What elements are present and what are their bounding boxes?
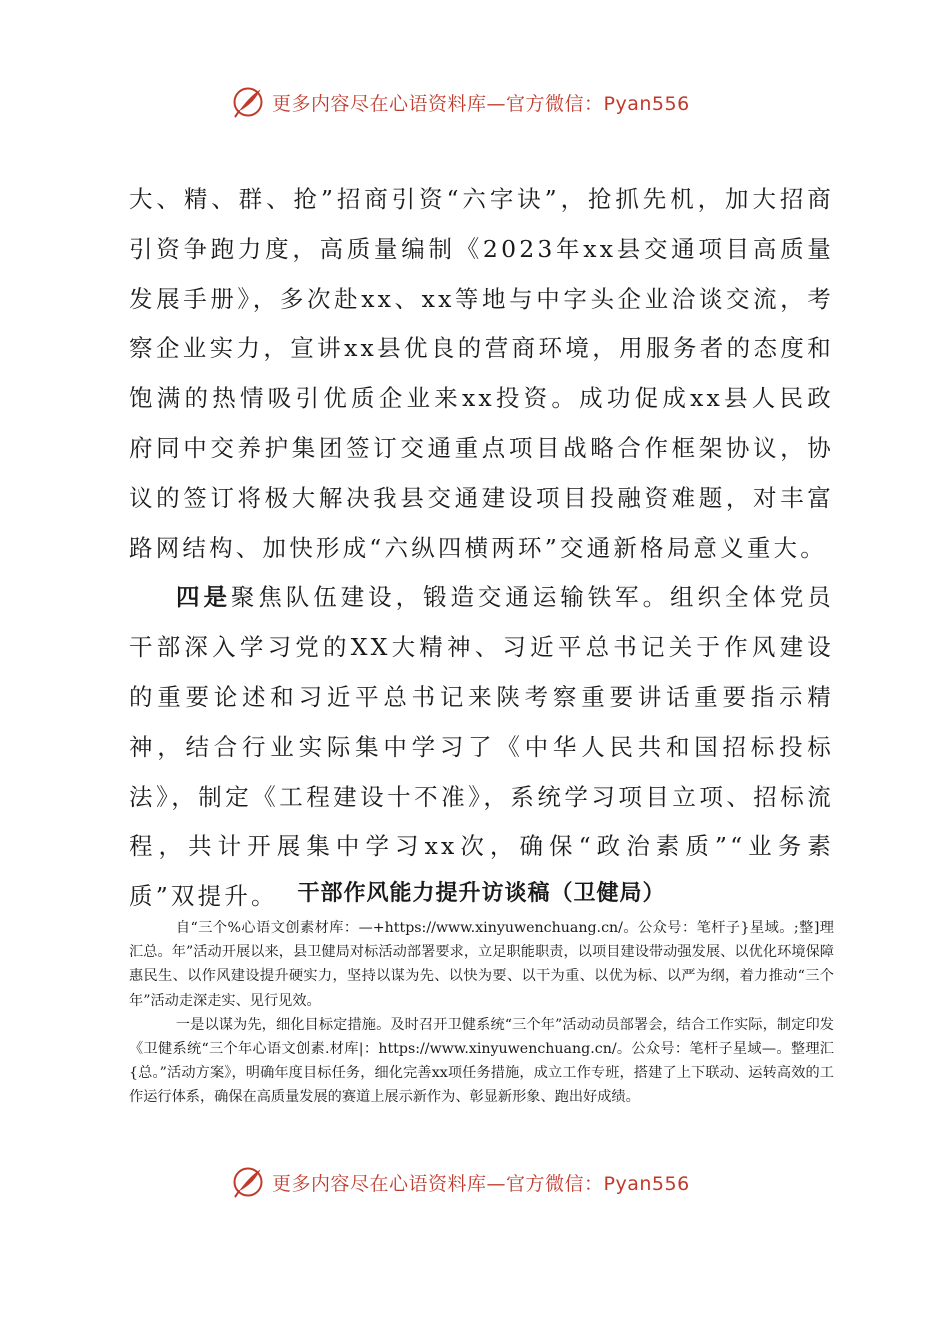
watermark-banner-bottom bbox=[230, 1160, 750, 1204]
wechat-id: Pyan556 bbox=[603, 1172, 690, 1195]
section-paragraph: 自“三个%心语文创素材库：—+https://www.xinyuwenchuang.cn/。公众号：笔杆子}星域。;整]理汇总。年”活动开展以来，县卫健局对标活动部署要求，立足职能职责，以项目建设带动强发展、以优化环境保障惠民生、以作风建设提升硬实力，坚持以谋为先、以快为要、以干为重、以优为标、以严为纲，着力推动“三个年”活动走深走实、见行见效。 bbox=[129, 920, 834, 1009]
wechat-id: Pyan556 bbox=[603, 92, 690, 115]
watermark-text: 更多内容尽在心语资料库—官方微信：Pyan556 bbox=[272, 1172, 690, 1195]
quill-pen-logo-icon bbox=[230, 1164, 266, 1200]
paragraph-text: 聚焦队伍建设，锻造交通运输铁军。组织全体党员干部深入学习党的XX大精神、习近平总书记关于作风建设的重要论述和习近平总书记来陕考察重要讲话重要指示精神，结合行业实际集中学习了《中华人民共和国招标投标法》，制定《工程建设十不准》，系统学习项目立项、招标流程，共计开展集中学习xx次，确保“政治素质”“业务素质”双提升。 bbox=[129, 583, 834, 911]
paragraph-continuation: 大、精、群、抢”招商引资“六字诀”，抢抓先机，加大招商引资争跑力度，高质量编制《2023年xx县交通项目高质量发展手册》，多次赴xx、xx等地与中字头企业洽谈交流，考察企业实力，宣讲xx县优良的营商环境，用服务者的态度和饱满的热情吸引优质企业来xx投资。成功促成xx县人民政府同中交养护集团签订交通重点项目战略合作框架协议，协议的签订将极大解决我县交通建设项目投融资难题，对丰富路网结构、加快形成“六纵四横两环”交通新格局意义重大。 bbox=[129, 185, 834, 562]
paragraph-point-four bbox=[129, 573, 834, 922]
section-paragraph: 一是以谋为先，细化目标定措施。及时召开卫健系统“三个年”活动动员部署会，结合工作实际，制定印发《卫健系统“三个年心语文创素.材库|：https://www.xinyuwenchuang.cn/。公众号：笔杆子星域—。整理汇{总。”活动方案》，明确年度目标任务，细化完善xx项任务措施，成立工作专班，搭建了上下联动、运转高效的工作运行体系，确保在高质量发展的赛道上展示新作为、彰显新形象、跑出好成绩。 bbox=[129, 1016, 834, 1106]
quill-pen-logo-icon bbox=[230, 84, 266, 120]
section-body bbox=[129, 916, 834, 1110]
document-body bbox=[129, 175, 834, 922]
watermark-text: 更多内容尽在心语资料库—官方微信：Pyan556 bbox=[272, 92, 690, 115]
section-title: 干部作风能力提升访谈稿（卫健局） bbox=[297, 881, 666, 906]
watermark-banner-top bbox=[230, 80, 750, 124]
paragraph-lead-bold: 四是 bbox=[176, 583, 231, 612]
